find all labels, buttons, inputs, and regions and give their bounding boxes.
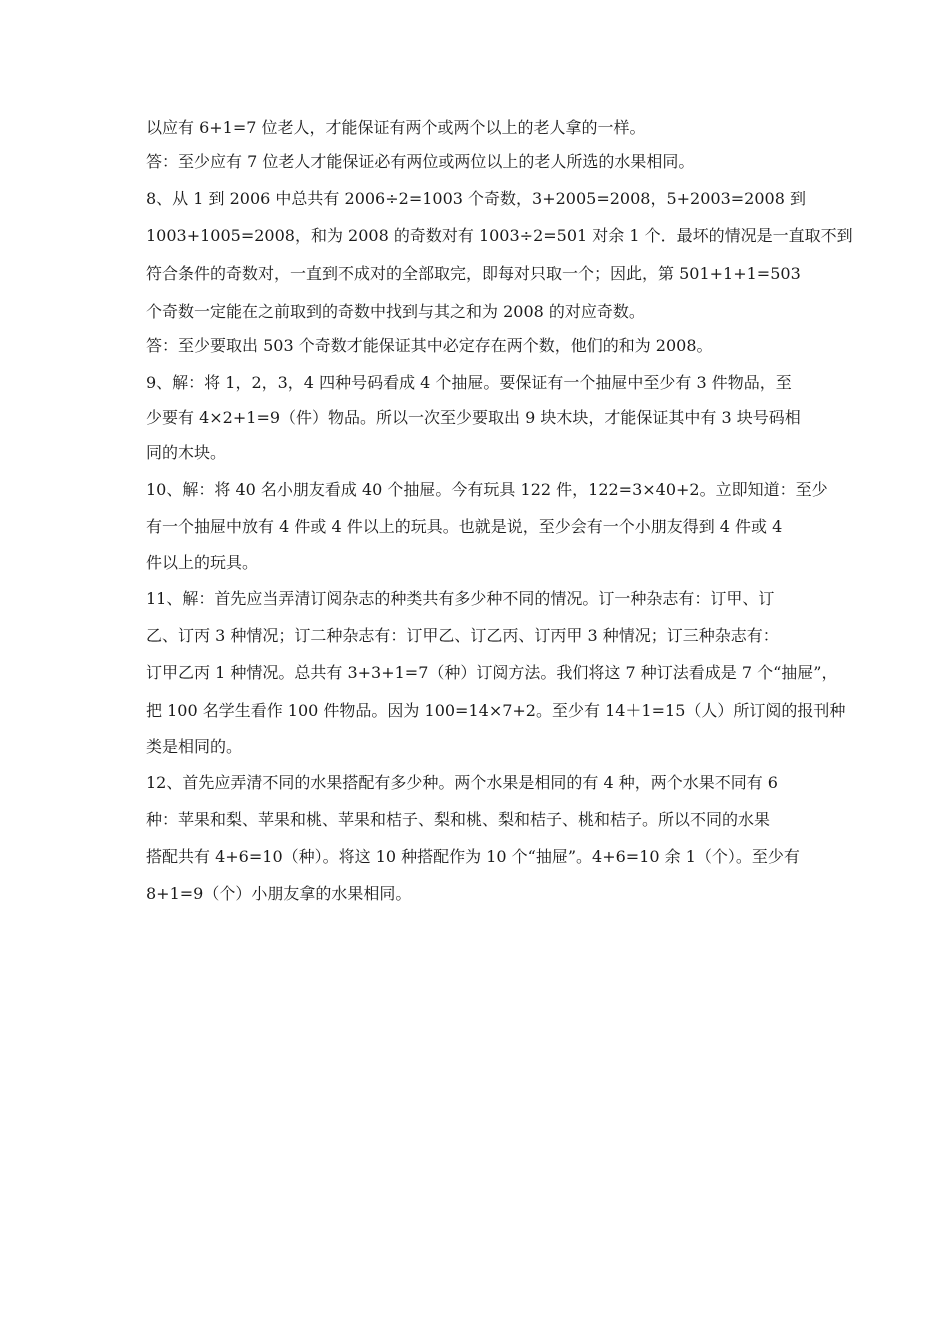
problem-12-line: 12、首先应弄清不同的水果搭配有多少种。两个水果是相同的有 4 种，两个水果不同有 6 — [146, 773, 778, 792]
text-line: 乙、订丙 3 种情况；订二种杂志有：订甲乙、订乙丙、订丙甲 3 种情况；订三种杂志有： — [146, 626, 779, 645]
problem-11-line: 11、解：首先应当弄清订阅杂志的种类共有多少种不同的情况。订一种杂志有：订甲、订 — [146, 589, 775, 608]
text-line: 种：苹果和梨、苹果和桃、苹果和桔子、梨和桃、梨和桔子、桃和桔子。所以不同的水果 — [146, 810, 771, 829]
text-line: 搭配共有 4+6=10（种）。将这 10 种搭配作为 10 个“抽屉”。4+6=10 余 1（个）。至少有 — [146, 847, 800, 866]
text-line: 1003+1005=2008，和为 2008 的奇数对有 1003÷2=501 对余 1 个．最坏的情况是一直取不到 — [146, 226, 853, 245]
text-line: 同的木块。 — [146, 443, 227, 462]
problem-9-line: 9、解：将 1，2，3，4 四种号码看成 4 个抽屉。要保证有一个抽屉中至少有 3 件物品，至 — [146, 373, 792, 392]
problem-8-line: 8、从 1 到 2006 中总共有 2006÷2=1003 个奇数，3+2005=2008，5+2003=2008 到 — [146, 189, 806, 208]
text-line: 把 100 名学生看作 100 件物品。因为 100=14×7+2。至少有 14＋1=15（人）所订阅的报刊种 — [146, 701, 846, 720]
text-line: 订甲乙丙 1 种情况。总共有 3+3+1=7（种）订阅方法。我们将这 7 种订法看成是 7 个“抽屉”， — [146, 663, 838, 682]
answer-line: 答：至少应有 7 位老人才能保证必有两位或两位以上的老人所选的水果相同。 — [146, 152, 695, 171]
text-line: 有一个抽屉中放有 4 件或 4 件以上的玩具。也就是说，至少会有一个小朋友得到 4 件或 4 — [146, 517, 783, 536]
text-line: 符合条件的奇数对，一直到不成对的全部取完，即每对只取一个；因此，第 501+1+1=503 — [146, 264, 801, 283]
problem-10-line: 10、解：将 40 名小朋友看成 40 个抽屉。今有玩具 122 件，122=3×40+2。立即知道：至少 — [146, 480, 828, 499]
text-line: 类是相同的。 — [146, 737, 243, 756]
text-line: 以应有 6+1=7 位老人，才能保证有两个或两个以上的老人拿的一样。 — [146, 118, 646, 137]
text-line: 个奇数一定能在之前取到的奇数中找到与其之和为 2008 的对应奇数。 — [146, 302, 645, 321]
answer-line: 答：至少要取出 503 个奇数才能保证其中必定存在两个数，他们的和为 2008。 — [146, 336, 713, 355]
text-line: 少要有 4×2+1=9（件）物品。所以一次至少要取出 9 块木块，才能保证其中有 3 块号码相 — [146, 408, 801, 427]
text-line: 件以上的玩具。 — [146, 553, 259, 572]
text-line: 8+1=9（个）小朋友拿的水果相同。 — [146, 884, 412, 903]
